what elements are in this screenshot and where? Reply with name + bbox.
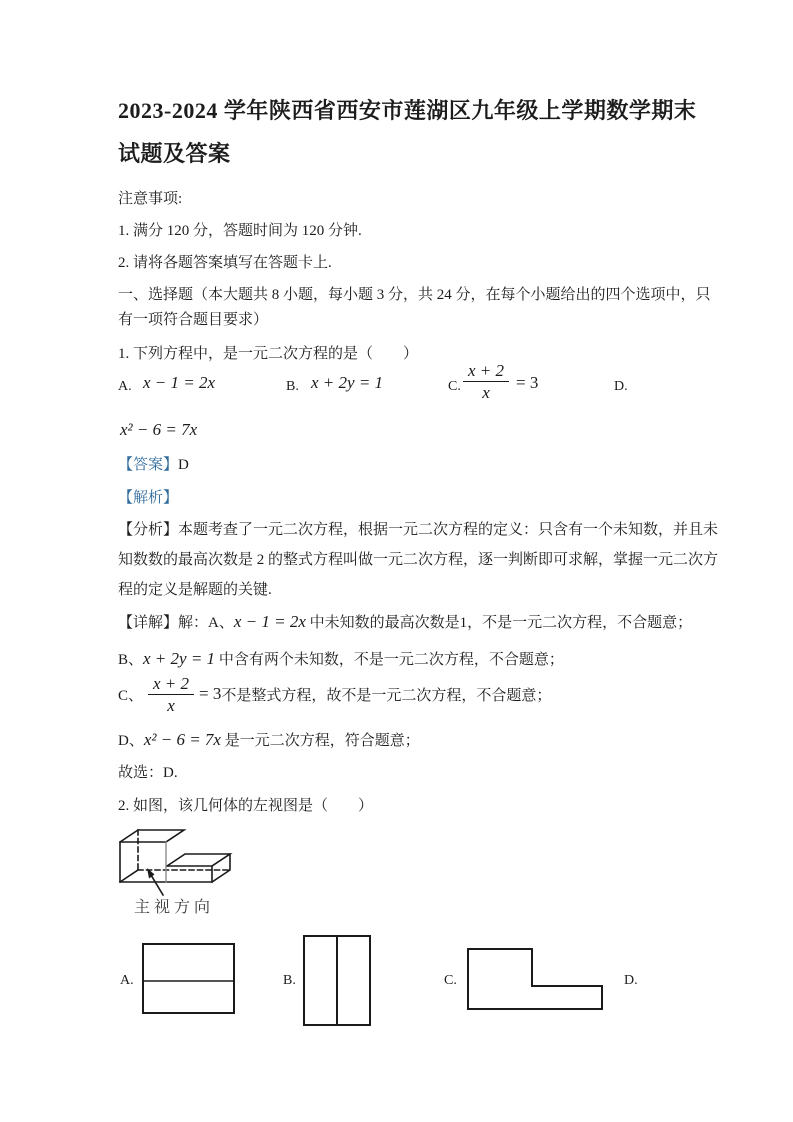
answer-value: D <box>178 457 189 473</box>
q1-option-a-label: A. <box>118 379 132 394</box>
q1-option-d-label: D. <box>614 379 628 394</box>
section-heading-line2: 有一项符合题目要求） <box>118 312 269 328</box>
solid-bottom-left-edge <box>120 870 138 882</box>
q2-option-b-figure <box>303 935 372 1027</box>
q1-option-b-label: B. <box>286 379 299 394</box>
analysis-line1: 【分析】本题考查了一元二次方程，根据一元二次方程的定义：只含有一个未知数，并且未 <box>118 522 719 538</box>
section-heading-line1: 一、选择题（本大题共 8 小题，每小题 3 分，共 24 分，在每个小题给出的四个选项中，只 <box>118 287 711 303</box>
detail-line3-prefix: C、 <box>118 687 144 704</box>
analysis-line2: 知数数的最高次数是 2 的整式方程叫做一元二次方程，逐一判断即可求解，掌握一元二次方 <box>118 552 719 568</box>
detail-line4-formula: x² − 6 = 7x <box>143 730 221 749</box>
fraction-denominator: x <box>482 383 490 402</box>
q1-option-a-formula: x − 1 = 2x <box>143 373 216 392</box>
notice-heading: 注意事项: <box>118 191 183 207</box>
detail-line4-suffix: 是一元二次方程，符合题意； <box>220 733 420 749</box>
page-title-line2: 试题及答案 <box>118 141 231 166</box>
q1-option-c-label: C. <box>448 379 461 394</box>
solid-right-face <box>212 854 230 882</box>
answer-label: 【答案】 <box>118 457 179 473</box>
option-a-rect <box>143 944 234 1013</box>
question-1-stem: 1. 下列方程中，是一元二次方程的是（ ） <box>118 346 419 362</box>
detail-line1-formula: x − 1 = 2x <box>233 612 306 631</box>
q2-option-a-figure <box>142 943 236 1015</box>
q2-option-c-label: C. <box>444 973 457 988</box>
q2-option-a-label: A. <box>120 973 134 988</box>
detail-line3-fraction <box>148 674 194 715</box>
fraction-denominator: x <box>167 695 175 715</box>
q1-option-d-formula: x² − 6 = 7x <box>120 420 198 439</box>
page-title-line1: 2023-2024 学年陕西省西安市莲湖区九年级上学期数学期末 <box>118 98 697 123</box>
detail-line3-suffix: 不是整式方程，故不是一元二次方程，不合题意； <box>221 687 552 704</box>
detail-conclusion: 故选：D. <box>118 765 178 781</box>
notice-item-2: 2. 请将各题答案填写在答题卡上. <box>118 255 332 271</box>
analysis-line3: 程的定义是解题的关键. <box>118 582 272 598</box>
answer-line <box>118 455 189 475</box>
detail-line2-formula: x + 2y = 1 <box>143 649 216 668</box>
q1-option-b-formula: x + 2y = 1 <box>311 373 384 392</box>
detail-line2-prefix: B、 <box>118 652 144 668</box>
fraction-numerator: x + 2 <box>463 361 509 382</box>
question-2-stem: 2. 如图，该几何体的左视图是（ ） <box>118 798 374 814</box>
detail-line3 <box>118 667 551 721</box>
q1-option-c-rhs: = 3 <box>516 373 539 392</box>
detail-line4 <box>118 730 420 751</box>
notice-item-1: 1. 满分 120 分，答题时间为 120 分钟. <box>118 223 362 239</box>
detail-line1 <box>118 612 692 633</box>
option-c-step-shape <box>468 949 602 1009</box>
solid-top-face-left <box>120 830 184 842</box>
view-arrow-shaft <box>151 875 163 895</box>
solid-top-face-right <box>167 854 230 866</box>
detail-line3-rhs: = 3 <box>199 684 222 703</box>
q1-option-c-fraction <box>463 361 509 402</box>
step-solid-3d-figure <box>110 824 300 902</box>
detail-line4-prefix: D、 <box>118 733 144 749</box>
q2-option-d-label: D. <box>624 973 638 988</box>
analysis-label: 【解析】 <box>118 490 179 506</box>
detail-line1-suffix: 中未知数的最高次数是1，不是一元二次方程，不合题意； <box>305 615 693 631</box>
fraction-numerator: x + 2 <box>148 674 194 695</box>
view-direction-caption: 主视方向 <box>134 899 215 916</box>
detail-line1-prefix: 【详解】解：A、 <box>118 615 234 631</box>
q2-option-b-label: B. <box>283 973 296 988</box>
q2-option-c-figure <box>467 948 604 1011</box>
detail-line2-suffix: 中含有两个未知数，不是一元二次方程，不合题意； <box>215 652 564 668</box>
